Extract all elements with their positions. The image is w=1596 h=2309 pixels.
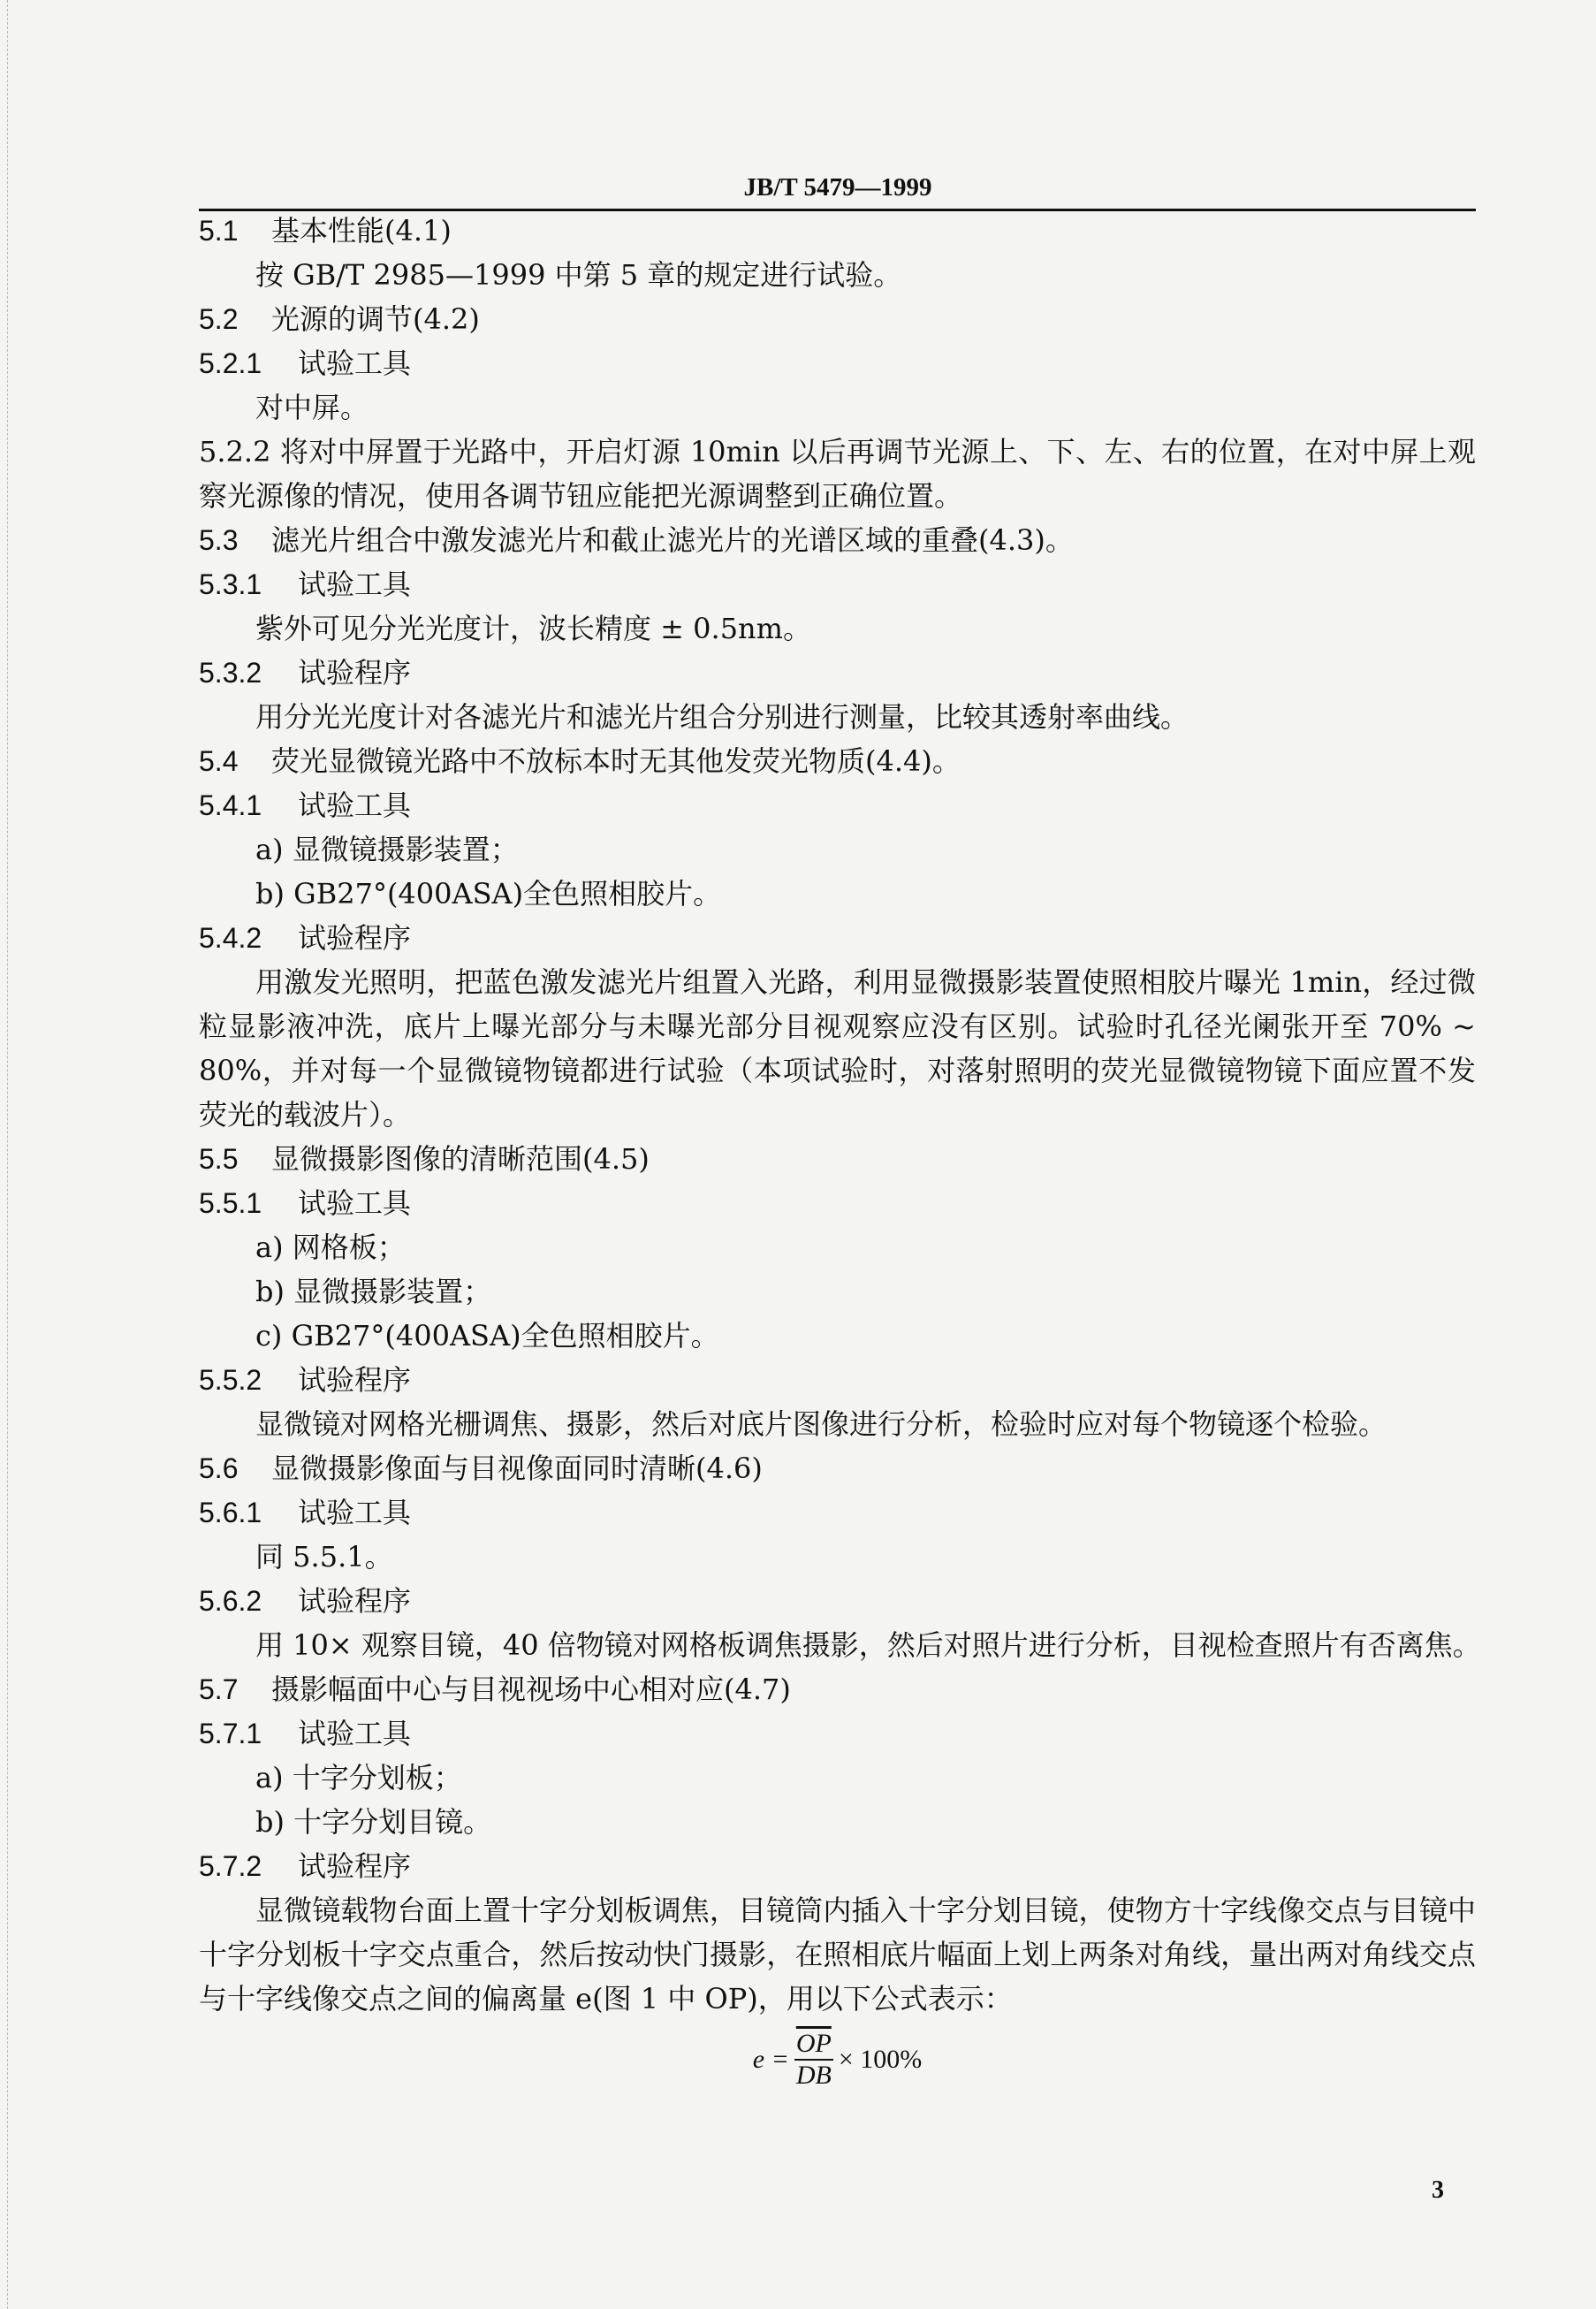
body-line — [199, 1535, 1476, 1579]
formula — [199, 2024, 1476, 2095]
line-text: 试验程序 — [298, 1849, 412, 1883]
section-number: 5.5.1 — [199, 1187, 262, 1219]
section-heading — [199, 1844, 1476, 1888]
line-text: 试验工具 — [298, 789, 412, 822]
line-text: 试验工具 — [298, 1186, 412, 1220]
line-text: 滤光片组合中激发滤光片和截止滤光片的光谱区域的重叠(4.3)。 — [271, 523, 1074, 557]
body-line — [199, 1225, 1476, 1269]
section-heading — [199, 1446, 1476, 1490]
section-heading — [199, 1137, 1476, 1181]
section-heading — [199, 209, 1476, 253]
formula-rhs: × 100% — [838, 2045, 923, 2074]
line-text: c) GB27°(400ASA)全色照相胶片。 — [255, 1319, 719, 1353]
document-body — [199, 209, 1481, 2095]
section-number: 5.6.1 — [199, 1497, 262, 1528]
section-number: 5.5.2 — [199, 1364, 262, 1396]
formula-fraction — [794, 2029, 833, 2091]
page-number: 3 — [1432, 2176, 1444, 2204]
line-text: 基本性能(4.1) — [271, 214, 452, 248]
section-block-a — [199, 209, 1476, 430]
body-line — [199, 1800, 1476, 1844]
line-text: 显微摄影像面与目视像面同时清晰(4.6) — [271, 1452, 763, 1485]
formula-denominator: DB — [795, 2061, 832, 2090]
section-heading — [199, 651, 1476, 695]
line-text: 光源的调节(4.2) — [271, 302, 480, 336]
section-number: 5.6 — [199, 1452, 239, 1484]
section-number: 5.4.1 — [199, 789, 262, 821]
paragraph-5-2-2: 5.2.2 将对中屏置于光路中，开启灯源 10min 以后再调节光源上、下、左、右的位置，在对中屏上观察光源像的情况，使用各调节钮应能把光源调整到正确位置。 — [199, 435, 1476, 513]
line-text: 用 10× 观察目镜，40 倍物镜对网格板调焦摄影，然后对照片进行分析，目视检查照片有否离焦。 — [255, 1628, 1481, 1662]
section-heading — [199, 916, 1476, 960]
section-heading — [199, 297, 1476, 341]
line-text: b) 显微摄影装置； — [255, 1275, 492, 1308]
section-heading — [199, 783, 1476, 827]
line-text: 试验程序 — [298, 656, 412, 690]
section-heading — [199, 1667, 1476, 1711]
section-number: 5.2.1 — [199, 347, 262, 379]
body-line — [199, 1314, 1476, 1358]
line-text: 显微镜对网格光栅调焦、摄影，然后对底片图像进行分析，检验时应对每个物镜逐个检验。 — [255, 1407, 1387, 1441]
section-number: 5.3 — [199, 524, 239, 556]
line-text: 同 5.5.1。 — [255, 1540, 393, 1574]
section-heading — [199, 562, 1476, 606]
body-line — [199, 253, 1476, 297]
body-line — [199, 695, 1476, 739]
section-number: 5.4 — [199, 745, 239, 777]
formula-numerator: $\overline{OP}$ — [794, 2029, 833, 2061]
body-line — [199, 606, 1476, 651]
body-line — [199, 1623, 1481, 1667]
formula-lhs: e = — [752, 2045, 789, 2074]
section-number: 5.1 — [199, 215, 239, 247]
section-heading — [199, 1711, 1476, 1756]
body-line — [199, 385, 1476, 430]
page-header: JB/T 5479—1999 — [743, 173, 932, 202]
line-text: a) 十字分划板； — [255, 1761, 462, 1795]
body-line — [199, 1402, 1476, 1446]
line-text: 荧光显微镜光路中不放标本时无其他发荧光物质(4.4)。 — [271, 744, 961, 778]
line-text: 紫外可见分光光度计，波长精度 ± 0.5nm。 — [255, 612, 812, 645]
line-text: 试验程序 — [298, 921, 412, 955]
section-number: 5.4.2 — [199, 922, 262, 954]
scan-edge-line — [7, 0, 8, 2309]
section-number: 5.7.2 — [199, 1850, 262, 1882]
line-text: 试验程序 — [298, 1584, 412, 1618]
section-heading — [199, 739, 1476, 783]
line-text: 试验工具 — [298, 568, 412, 601]
line-text: b) GB27°(400ASA)全色照相胶片。 — [255, 877, 722, 911]
section-heading — [199, 1181, 1476, 1225]
section-heading — [199, 341, 1476, 385]
body-line — [199, 1269, 1476, 1314]
line-text: 试验工具 — [298, 1717, 412, 1750]
line-text: b) 十字分划目镜。 — [255, 1805, 492, 1839]
section-number: 5.7 — [199, 1673, 239, 1705]
section-number: 5.7.1 — [199, 1718, 262, 1749]
section-number: 5.3.2 — [199, 657, 262, 689]
section-heading — [199, 518, 1476, 562]
section-heading — [199, 1579, 1476, 1623]
body-line — [199, 872, 1476, 916]
paragraph-5-4-2: 用激发光照明，把蓝色激发滤光片组置入光路，利用显微摄影装置使照相胶片曝光 1min，经过微粒显影液冲洗，底片上曝光部分与未曝光部分目视观察应没有区别。试验时孔径光阑张开至 70% ~ 80%，并对每一个显微镜物镜都进行试验（本项试验时，对落射照明的荧光显微镜物镜下面应置不发荧光的载波片）。 — [199, 965, 1476, 1132]
section-block-b — [199, 518, 1476, 960]
line-text: 试验程序 — [298, 1363, 412, 1397]
section-number: 5.2 — [199, 303, 239, 335]
paragraph-5-7-2: 显微镜载物台面上置十字分划板调焦，目镜筒内插入十字分划目镜，使物方十字线像交点与目镜中十字分划板十字交点重合，然后按动快门摄影，在照相底片幅面上划上两条对角线，量出两对角线交点与十字线像交点之间的偏离量 e(图 1 中 OP)，用以下公式表示： — [199, 1894, 1476, 2016]
line-text: 显微摄影图像的清晰范围(4.5) — [271, 1142, 650, 1176]
line-text: 对中屏。 — [255, 391, 369, 424]
line-text: 按 GB/T 2985—1999 中第 5 章的规定进行试验。 — [255, 258, 902, 292]
line-text: 摄影幅面中心与目视视场中心相对应(4.7) — [271, 1673, 791, 1706]
section-number: 5.5 — [199, 1143, 239, 1175]
section-number: 5.3.1 — [199, 568, 262, 600]
section-heading — [199, 1358, 1476, 1402]
section-heading — [199, 1490, 1476, 1535]
line-text: a) 显微镜摄影装置； — [255, 833, 519, 866]
body-line — [199, 1756, 1476, 1800]
section-number: 5.6.2 — [199, 1585, 262, 1617]
section-block-c — [199, 1137, 1481, 1888]
line-text: 试验工具 — [298, 347, 412, 380]
body-line — [199, 827, 1476, 872]
line-text: 用分光光度计对各滤光片和滤光片组合分别进行测量，比较其透射率曲线。 — [255, 700, 1189, 734]
line-text: a) 网格板； — [255, 1231, 406, 1264]
line-text: 试验工具 — [298, 1496, 412, 1529]
